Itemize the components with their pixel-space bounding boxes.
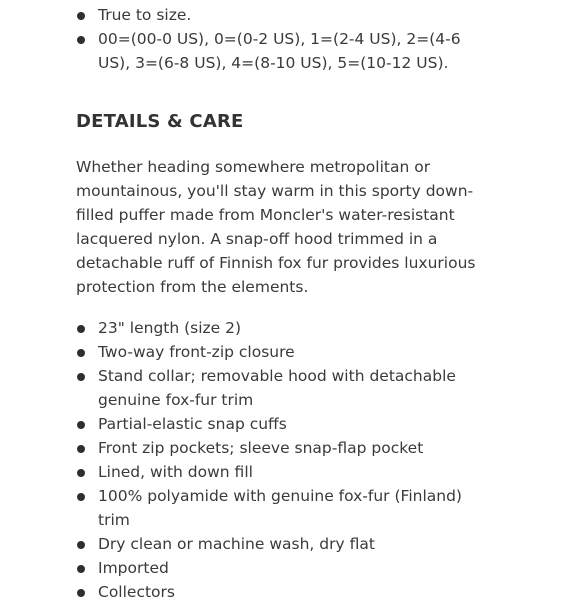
list-item: Two-way front-zip closure xyxy=(76,340,496,364)
list-item: Imported xyxy=(76,556,496,580)
product-details-content xyxy=(76,3,496,604)
list-item: Partial-elastic snap cuffs xyxy=(76,412,496,436)
list-item: True to size. xyxy=(76,3,496,27)
list-item: 00=(00-0 US), 0=(0-2 US), 1=(2-4 US), 2=(4-6 US), 3=(6-8 US), 4=(8-10 US), 5=(10-12 US). xyxy=(76,27,496,75)
sizing-list xyxy=(76,3,496,75)
list-item: Lined, with down fill xyxy=(76,460,496,484)
list-item: Collectors xyxy=(76,580,496,604)
list-item: Front zip pockets; sleeve snap-flap pocket xyxy=(76,436,496,460)
list-item: 23" length (size 2) xyxy=(76,316,496,340)
list-item: Dry clean or machine wash, dry flat xyxy=(76,532,496,556)
list-item: 100% polyamide with genuine fox-fur (Finland) trim xyxy=(76,484,496,532)
details-list xyxy=(76,316,496,604)
list-item: Stand collar; removable hood with detachable genuine fox-fur trim xyxy=(76,364,496,412)
section-heading: DETAILS & CARE xyxy=(76,111,244,132)
product-description: Whether heading somewhere metropolitan or mountainous, you'll stay warm in this sporty down-filled puffer made from Moncler's water-resistant lacquered nylon. A snap-off hood trimmed in a detachable ruff of Finnish fox fur provides luxurious protection from the elements. xyxy=(76,158,476,296)
